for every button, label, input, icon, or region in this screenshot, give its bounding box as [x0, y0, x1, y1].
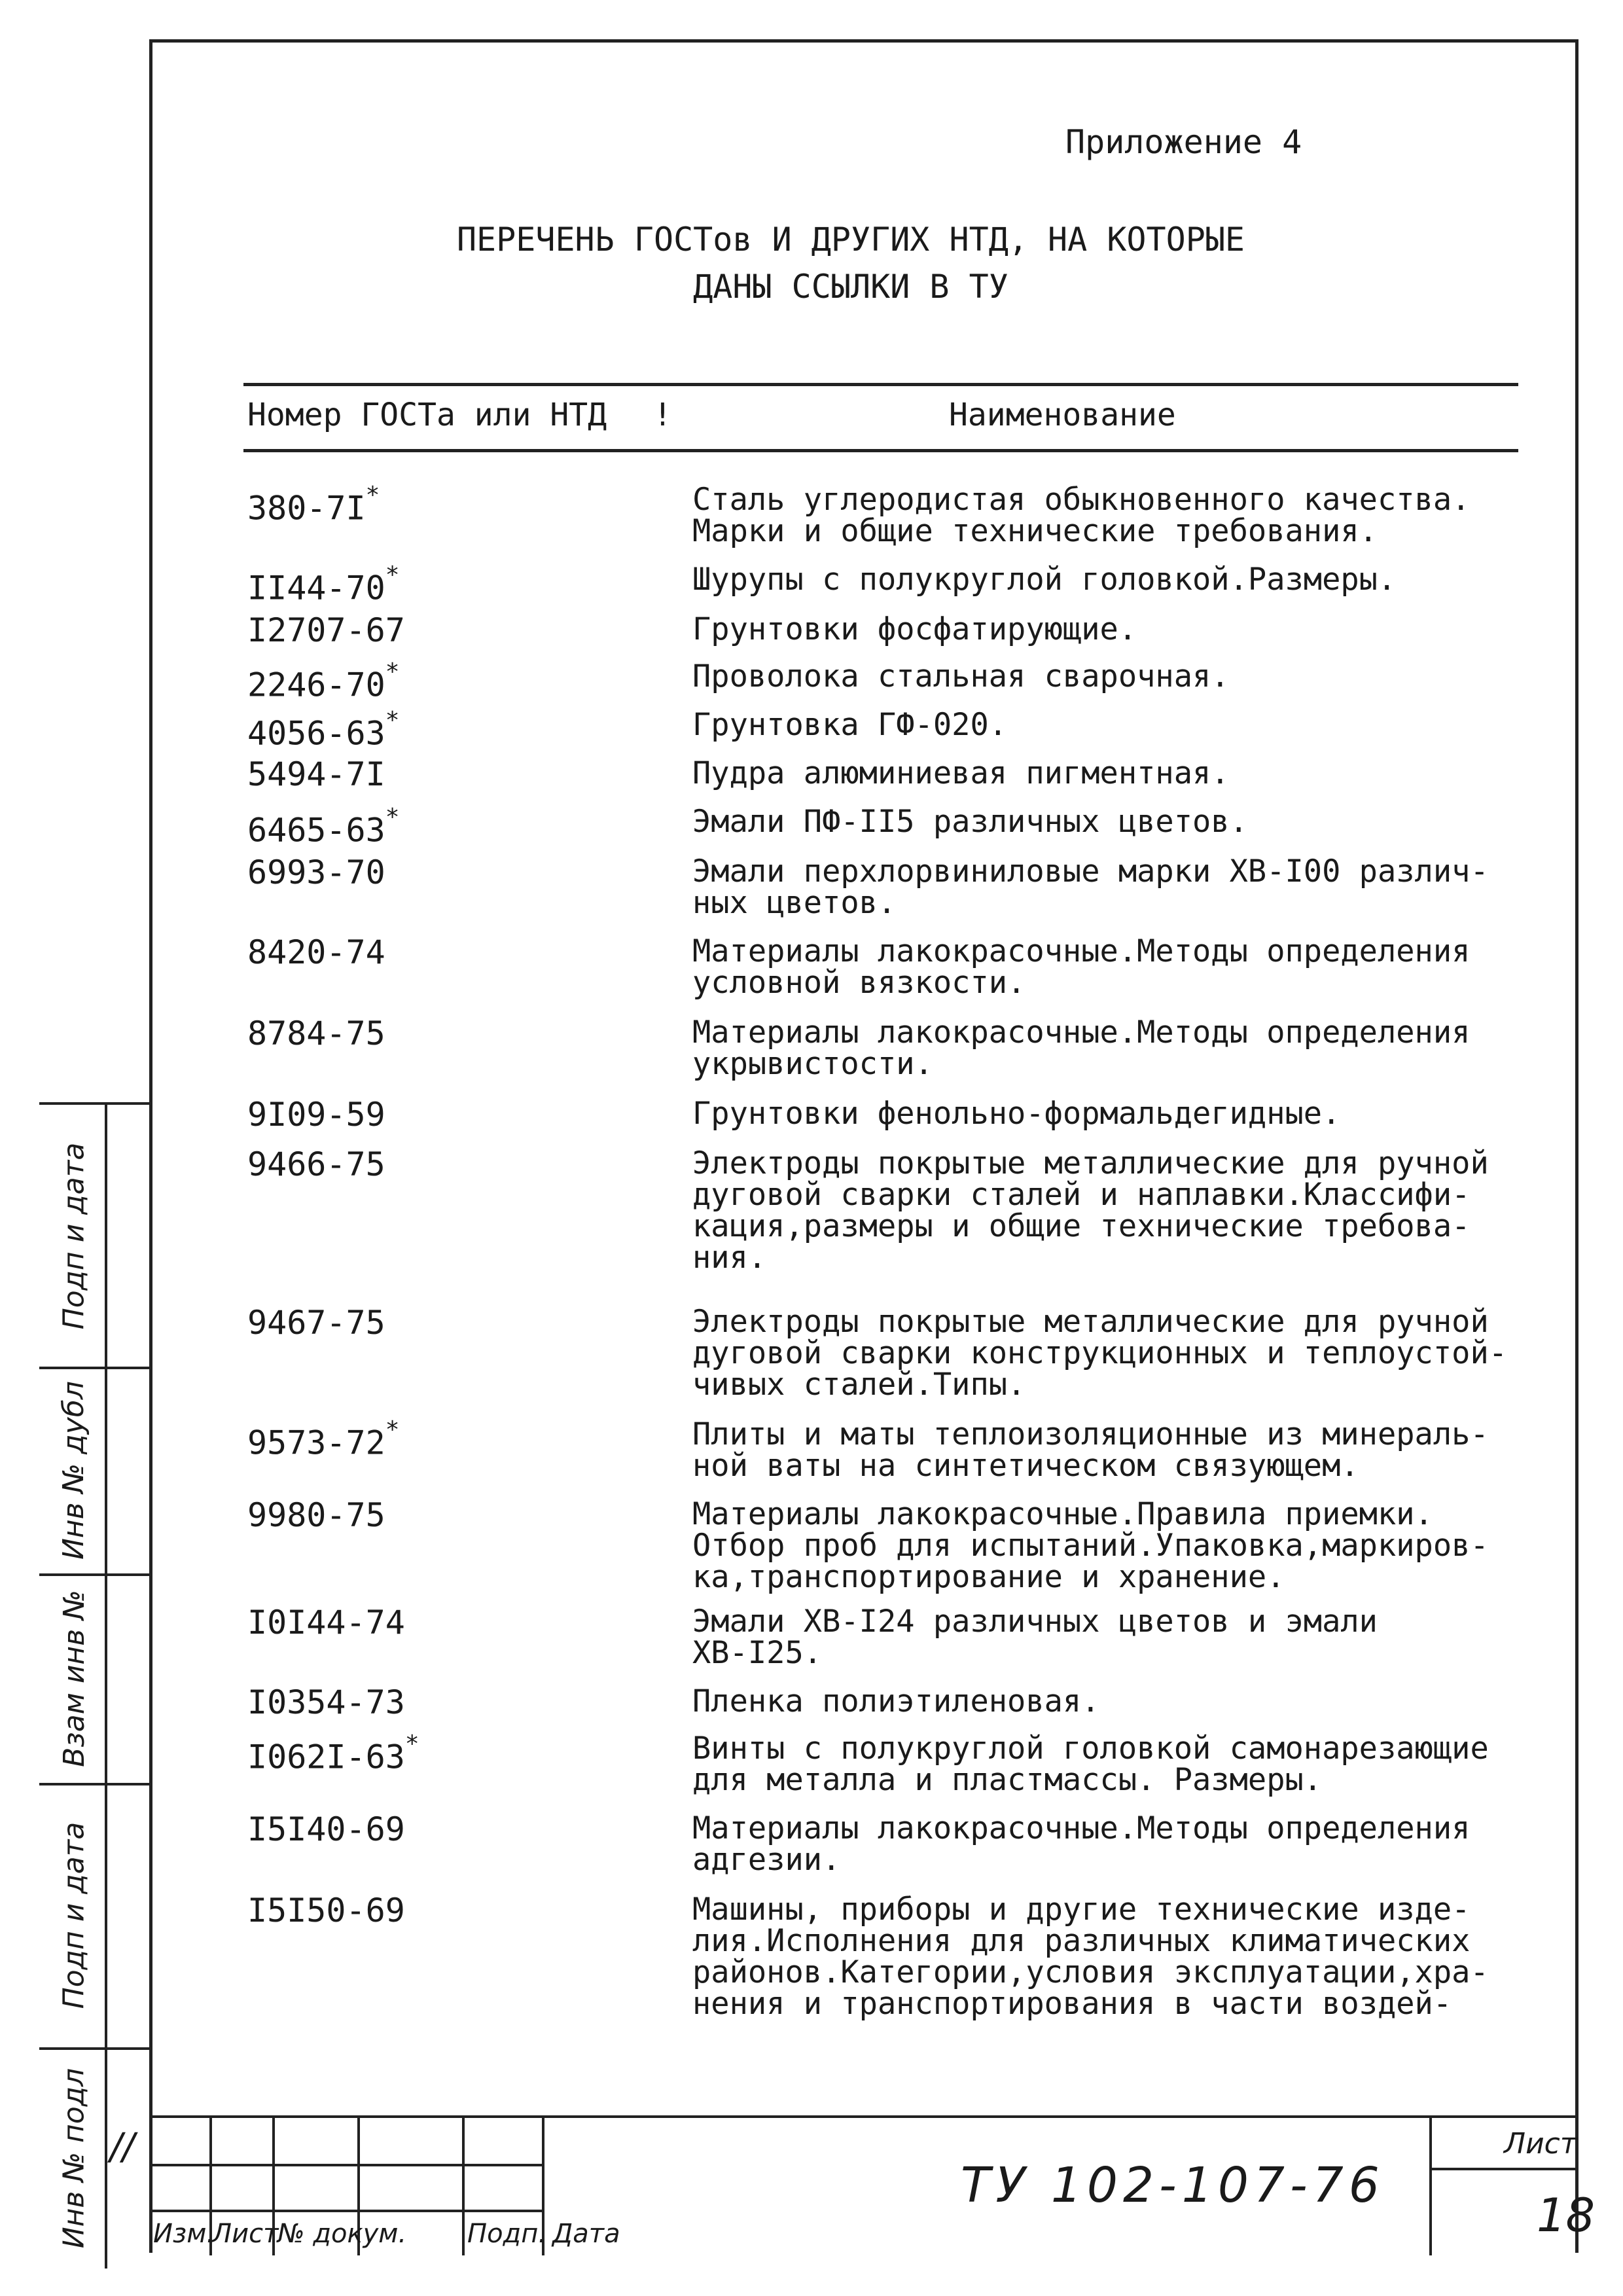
- caption-change: Изм.: [153, 2219, 215, 2249]
- gost-name: Машины, приборы и другие технические изде- лия.Исполнения для различных климатических районов.Категории,условия эксплуатации,хра- нения и транспортирования в части воздей-: [692, 1892, 1489, 2022]
- amendment-mark: *: [404, 1731, 419, 1757]
- gost-number-text: 9467-75: [247, 1304, 385, 1342]
- gost-name: Грунтовки фосфатирующие.: [692, 611, 1137, 647]
- gost-number-text: I0354-73: [247, 1683, 405, 1721]
- gost-number-text: II44-70: [247, 569, 385, 607]
- gost-number-text: 6465-63: [247, 811, 385, 850]
- gost-name: Сталь углеродистая обыкновенного качества. Марки и общие технические требования.: [692, 482, 1471, 549]
- sheet-label: Лист: [1504, 2127, 1577, 2161]
- gost-number: [247, 1733, 419, 1774]
- gost-name: Эмали ХВ-I24 различных цветов и эмали ХВ-I25.: [692, 1604, 1378, 1671]
- table-header-rule: [243, 449, 1518, 452]
- header-separator: !: [653, 397, 672, 433]
- gost-number: [247, 755, 385, 793]
- gost-number-text: 8784-75: [247, 1014, 385, 1052]
- title-block-line: [1429, 2168, 1578, 2170]
- gost-name: Материалы лакокрасочные.Методы определения укрывистости.: [692, 1014, 1471, 1082]
- amendment-mark: *: [385, 804, 400, 831]
- gost-name: Электроды покрытые металлические для ручной дуговой сварки сталей и наплавки.Классифи- кация,размеры и общие технические требова- ния.: [692, 1145, 1489, 1276]
- side-stamp: [39, 1102, 149, 2269]
- gost-number: [247, 611, 405, 649]
- gost-number-text: 2246-70: [247, 666, 385, 704]
- title-line-1: ПЕРЕЧЕНЬ ГОСТов И ДРУГИХ НТД, НА КОТОРЫЕ: [456, 221, 1245, 259]
- gost-name: Пудра алюминиевая пигментная.: [692, 755, 1230, 791]
- gost-number: [247, 482, 380, 528]
- gost-name: Винты с полукруглой головкой самонарезающие для металла и пластмассы. Размеры.: [692, 1731, 1489, 1798]
- gost-number-text: 9I09-59: [247, 1096, 385, 1134]
- side-label-sign-date-2: Подп и дата: [57, 1821, 91, 2009]
- caption-doc-number: № докум.: [277, 2219, 407, 2249]
- title-block-line: [149, 2210, 542, 2212]
- gost-number: [247, 1894, 405, 1927]
- gost-name: Грунтовки фенольно-формальдегидные.: [692, 1096, 1341, 1132]
- gost-number: [247, 707, 400, 753]
- gost-number-text: I5I50-69: [247, 1892, 405, 1929]
- side-label-sign-date-1: Подп и дата: [57, 1142, 91, 1329]
- gost-number-text: I0I44-74: [247, 1604, 405, 1641]
- gost-number: [247, 1014, 385, 1052]
- side-stamp-divider: [105, 1105, 107, 2269]
- gost-number-text: 9980-75: [247, 1496, 385, 1534]
- amendment-mark: *: [385, 562, 400, 588]
- gost-number: [247, 658, 400, 704]
- gost-number: [247, 933, 385, 971]
- gost-number: [247, 1304, 385, 1342]
- gost-name: Проволока стальная сварочная.: [692, 658, 1230, 694]
- amendment-mark: *: [385, 1416, 400, 1443]
- caption-signature: Подп.: [467, 2219, 547, 2249]
- gost-number: [247, 1096, 385, 1134]
- gost-number: [247, 1810, 405, 1848]
- gost-number: [247, 804, 400, 850]
- gost-number-text: I2707-67: [247, 611, 405, 649]
- document-title: [275, 216, 1427, 310]
- caption-sheet: Лист: [212, 2219, 279, 2249]
- gost-number: [247, 564, 399, 605]
- gost-name: Материалы лакокрасочные.Методы определения адгезии.: [692, 1810, 1471, 1878]
- gost-number-text: 6993-70: [247, 853, 385, 891]
- gost-number: [247, 1416, 400, 1462]
- gost-name: Пленка полиэтиленовая.: [692, 1683, 1100, 1719]
- gost-number-text: 9466-75: [247, 1145, 385, 1183]
- amendment-mark: *: [365, 482, 380, 509]
- gost-number-text: 8420-74: [247, 933, 385, 971]
- title-line-2: ДАНЫ ССЫЛКИ В ТУ: [693, 268, 1008, 306]
- gost-number-text: I062I-63: [247, 1738, 405, 1776]
- gost-number: [247, 1145, 385, 1183]
- title-block-line: [1429, 2118, 1432, 2255]
- gost-number: [247, 1683, 405, 1721]
- gost-number-text: 4056-63: [247, 714, 385, 753]
- gost-name: Эмали перхлорвиниловые марки ХВ-I00 различ- ных цветов.: [692, 853, 1489, 921]
- title-block: [149, 2115, 1596, 2255]
- handwritten-mark: //: [110, 2126, 135, 2168]
- gost-name: Материалы лакокрасочные.Правила приемки. Отбор проб для испытаний.Упаковка,маркиров- ка,транспортирование и хранение.: [692, 1496, 1489, 1595]
- title-block-line: [462, 2118, 465, 2255]
- gost-name: Шурупы с полукруглой головкой.Размеры.: [692, 562, 1397, 598]
- gost-number-text: 9573-72: [247, 1424, 385, 1462]
- title-block-line: [149, 2164, 542, 2166]
- document-code: ТУ 102-107-76: [961, 2157, 1385, 2214]
- side-label-dup-inv: Инв № дубл: [57, 1380, 91, 1560]
- gost-name: Эмали ПФ-II5 различных цветов.: [692, 804, 1248, 840]
- sheet-number: 18: [1537, 2189, 1596, 2242]
- amendment-mark: *: [385, 707, 400, 734]
- amendment-mark: *: [385, 658, 400, 685]
- gost-number: [247, 853, 385, 891]
- gost-name: Плиты и маты теплоизоляционные из минераль- ной ваты на синтетическом связующем.: [692, 1416, 1489, 1484]
- gost-name: Грунтовка ГФ-020.: [692, 707, 1008, 743]
- table-top-rule: [243, 383, 1518, 386]
- gost-number: [247, 1496, 385, 1534]
- gost-number-text: 5494-7I: [247, 755, 385, 793]
- side-label-orig-inv: Инв № подл: [57, 2068, 91, 2248]
- gost-name: Электроды покрытые металлические для ручной дуговой сварки конструкционных и теплоустой- чивых сталей.Типы.: [692, 1304, 1508, 1403]
- header-name: Наименование: [949, 397, 1176, 433]
- gost-number-text: I5I40-69: [247, 1810, 405, 1848]
- gost-name: Материалы лакокрасочные.Методы определения условной вязкости.: [692, 933, 1471, 1001]
- gost-number: [247, 1606, 405, 1639]
- side-label-replace-inv: Взам инв №: [57, 1589, 91, 1767]
- caption-date: Дата: [552, 2219, 620, 2249]
- header-number: Номер ГОСТа или НТД: [247, 397, 607, 433]
- appendix-label: Приложение 4: [1065, 123, 1302, 161]
- gost-number-text: 380-7I: [247, 489, 366, 528]
